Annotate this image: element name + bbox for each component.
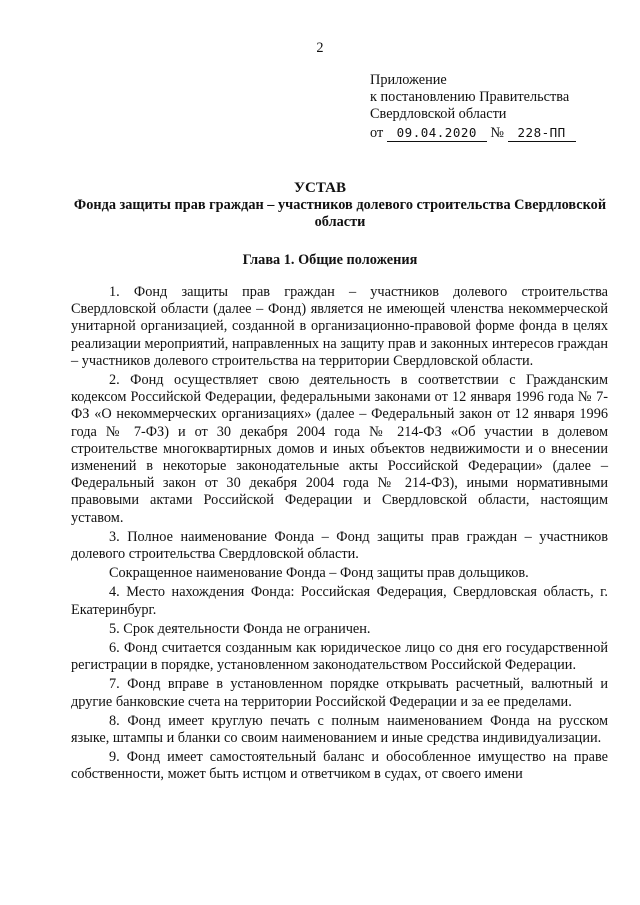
appendix-line: к постановлению Правительства	[370, 89, 570, 106]
paragraph: 9. Фонд имеет самостоятельный баланс и обособленное имущество на праве собственности, может быть истцом и ответчиком в судах, от своего имени	[71, 749, 608, 783]
appendix-line: Приложение	[370, 72, 447, 88]
appendix-line: Свердловской области	[370, 106, 507, 123]
document-subtitle: Фонда защиты прав граждан – участников долевого строительства Свердловской области	[73, 197, 607, 231]
appendix-date-line	[370, 124, 630, 142]
date-prefix: от	[370, 124, 384, 141]
chapter-heading: Глава 1. Общие положения	[242, 252, 418, 268]
paragraph: 2. Фонд осуществляет свою деятельность в соответствии с Гражданским кодексом Российской Федерации, федеральными законами от 12 января 1996 года № 7-ФЗ «О некоммерческих организациях» (далее – Федеральный закон от 12 января 1996 года № 7-ФЗ) и от 30 декабря 2004 года № 214-ФЗ «Об участии в долевом строительстве многоквартирных домов и иных объектов недвижимости и о внесении изменений в некоторые законодательные акты Российской Федерации» (далее – Федеральный закон от 30 декабря 2004 года № 214-ФЗ), иными нормативными правовыми актами Российской Федерации и Свердловской области, настоящим уставом.	[71, 372, 608, 526]
number-prefix: №	[490, 124, 505, 141]
paragraph: Сокращенное наименование Фонда – Фонд защиты прав дольщиков.	[109, 565, 529, 582]
paragraph: 8. Фонд имеет круглую печать с полным наименованием Фонда на русском языке, штампы и бланки со своим наименованием и иные средства индивидуализации.	[71, 712, 608, 747]
paragraph: 6. Фонд считается созданным как юридическое лицо со дня его государственной регистрации в порядке, установленном законодательством Российской Федерации.	[71, 640, 608, 674]
page-number: 2	[316, 40, 324, 56]
date-field: 09.04.2020	[387, 124, 487, 142]
paragraph: 4. Место нахождения Фонда: Российская Федерация, Свердловская область, г. Екатеринбург.	[71, 584, 608, 618]
number-field: 228-ПП	[508, 124, 576, 142]
document-body	[71, 284, 608, 784]
paragraph: 7. Фонд вправе в установленном порядке открывать расчетный, валютный и другие банковские счета на территории Российской Федерации и за ее пределами.	[71, 676, 608, 710]
document-title: УСТАВ	[294, 180, 346, 196]
paragraph: 3. Полное наименование Фонда – Фонд защиты прав граждан – участников долевого строительства Свердловской области.	[71, 528, 608, 563]
appendix-block	[370, 72, 630, 142]
paragraph: 1. Фонд защиты прав граждан – участников долевого строительства Свердловской области (далее – Фонд) является не имеющей членства некоммерческой унитарной организацией, созданной в организационно-правовой форме фонда в целях реализации мероприятий, направленных на защиту прав и законных интересов граждан – участников долевого строительства на территории Свердловской области.	[71, 284, 608, 369]
paragraph: 5. Срок деятельности Фонда не ограничен.	[109, 620, 371, 637]
